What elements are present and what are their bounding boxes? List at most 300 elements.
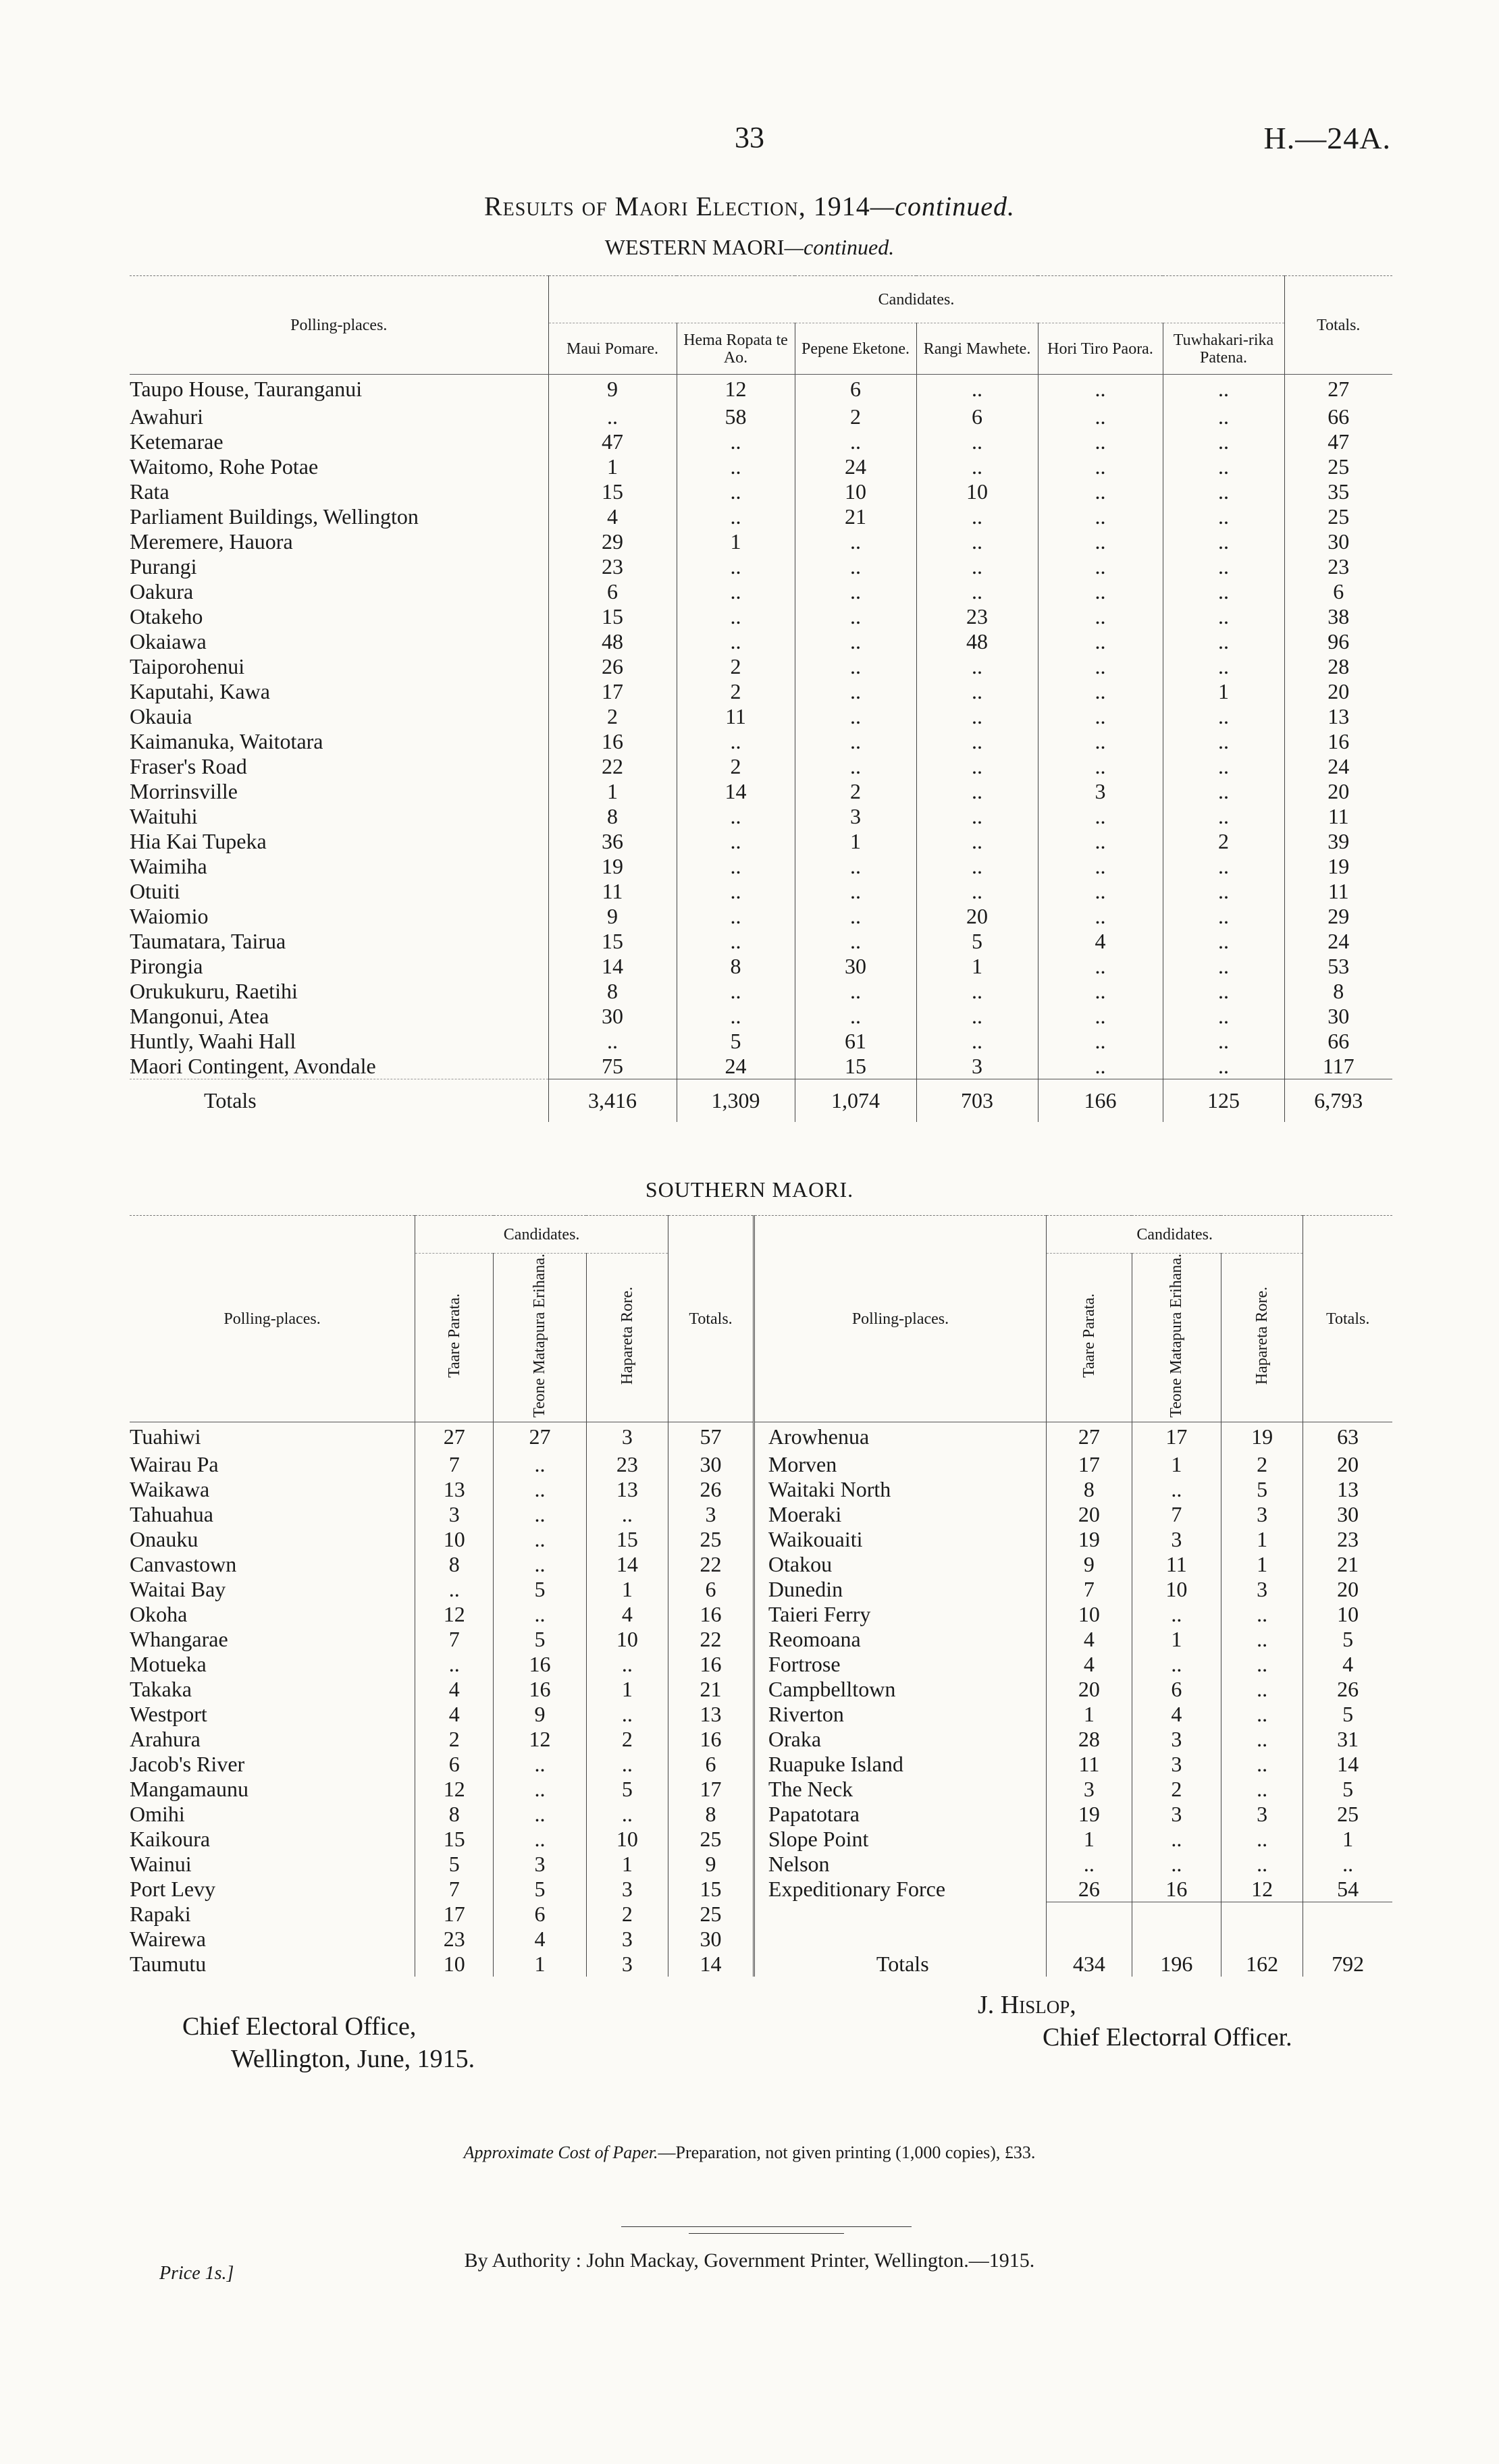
authority-line: By Authority : John Mackay, Government Printer, Wellington.—1915. — [464, 2249, 1035, 2272]
vote-cell: .. — [548, 1029, 677, 1054]
vote-cell: .. — [1163, 879, 1284, 904]
vote-cell: 15 — [548, 479, 677, 504]
row-total: 24 — [1284, 754, 1392, 779]
row-total: 38 — [1284, 604, 1392, 629]
vote-cell: 9 — [548, 904, 677, 929]
polling-place — [130, 1004, 548, 1029]
polling-place-name: Huntly, Waahi Hall — [130, 1028, 296, 1053]
polling-place-name: Otuiti — [130, 878, 180, 903]
polling-place — [130, 629, 548, 654]
vote-cell: 3 — [494, 1852, 586, 1877]
vote-cell: 4 — [586, 1602, 668, 1627]
vote-cell: .. — [1038, 754, 1163, 779]
vote-cell: 1 — [1221, 1552, 1303, 1577]
price-note: Price 1s.] — [159, 2263, 234, 2284]
table-row — [130, 1577, 1392, 1602]
vote-cell: 2 — [586, 1902, 668, 1927]
table-row — [130, 1752, 1392, 1777]
row-total: 16 — [668, 1727, 754, 1752]
vote-cell: .. — [677, 979, 795, 1004]
vote-cell: 8 — [548, 804, 677, 829]
vote-cell: 14 — [586, 1552, 668, 1577]
row-total: 6 — [668, 1752, 754, 1777]
vote-cell: 2 — [548, 704, 677, 729]
vote-cell: 6 — [1132, 1677, 1221, 1702]
polling-place — [130, 854, 548, 879]
row-total: 20 — [1303, 1452, 1392, 1477]
polling-place: Jacob's River — [130, 1751, 245, 1776]
table-row — [130, 1004, 1392, 1029]
vote-cell: 23 — [916, 604, 1038, 629]
vote-cell: .. — [1163, 375, 1284, 404]
vote-cell: .. — [677, 504, 795, 529]
vote-cell: .. — [1163, 654, 1284, 679]
table-row — [130, 929, 1392, 954]
polling-place: Mangamaunu — [130, 1776, 248, 1801]
vote-cell: 27 — [1047, 1422, 1132, 1452]
row-total: 25 — [668, 1527, 754, 1552]
vote-cell: 5 — [494, 1877, 586, 1902]
vote-cell: .. — [916, 554, 1038, 579]
polling-place: The Neck — [754, 1777, 1046, 1802]
polling-place — [130, 879, 548, 904]
southern-candidate-header — [494, 1254, 586, 1422]
vote-cell: 3 — [1221, 1802, 1303, 1827]
vote-cell: .. — [677, 854, 795, 879]
vote-cell: .. — [1163, 629, 1284, 654]
vote-cell: 2 — [1163, 829, 1284, 854]
southern-candidate-header — [1132, 1254, 1221, 1422]
vote-cell: .. — [1163, 504, 1284, 529]
vote-cell: .. — [1038, 829, 1163, 854]
western-header-candidates: Candidates. — [548, 276, 1284, 323]
vote-cell: 19 — [1047, 1802, 1132, 1827]
vote-cell: 2 — [1221, 1452, 1303, 1477]
vote-cell: .. — [1038, 579, 1163, 604]
vote-cell: 4 — [415, 1702, 494, 1727]
vote-cell: 12 — [494, 1727, 586, 1752]
polling-place: Taumutu — [130, 1952, 207, 1976]
vote-cell: .. — [677, 554, 795, 579]
vote-cell: .. — [1163, 954, 1284, 979]
table-row — [130, 829, 1392, 854]
vote-cell: 4 — [1047, 1627, 1132, 1652]
row-total: 5 — [1303, 1777, 1392, 1802]
polling-place-name: Oakura — [130, 579, 194, 604]
polling-place — [130, 904, 548, 929]
vote-cell: .. — [1221, 1727, 1303, 1752]
vote-cell: 8 — [1047, 1477, 1132, 1502]
vote-cell: .. — [1132, 1827, 1221, 1852]
vote-cell: .. — [916, 454, 1038, 479]
vote-cell: 4 — [415, 1677, 494, 1702]
southern-right-header-places: Polling-places. — [754, 1216, 1046, 1422]
southern-candidate-header — [415, 1254, 494, 1422]
vote-cell: .. — [916, 504, 1038, 529]
polling-place — [130, 704, 548, 729]
vote-cell: 24 — [677, 1054, 795, 1079]
vote-cell: 16 — [548, 729, 677, 754]
vote-cell: .. — [1038, 729, 1163, 754]
vote-cell: .. — [1038, 629, 1163, 654]
vote-cell: 6 — [494, 1902, 586, 1927]
polling-place: Waitaki North — [754, 1477, 1046, 1502]
vote-cell: 3 — [415, 1502, 494, 1527]
table-row — [130, 704, 1392, 729]
polling-place-name: Fraser's Road — [130, 753, 247, 778]
polling-place: Waitai Bay — [130, 1576, 226, 1601]
vote-cell: .. — [1038, 375, 1163, 404]
polling-place — [130, 729, 548, 754]
vote-cell: .. — [494, 1752, 586, 1777]
vote-cell: 29 — [548, 529, 677, 554]
divider-rule-short — [689, 2233, 844, 2234]
vote-cell: .. — [1163, 1004, 1284, 1029]
vote-cell: .. — [916, 804, 1038, 829]
table-row — [130, 1827, 1392, 1852]
southern-candidate-header — [1221, 1254, 1303, 1422]
vote-cell: .. — [494, 1602, 586, 1627]
table-row — [130, 1627, 1392, 1652]
vote-cell: 15 — [795, 1054, 916, 1079]
polling-place: Slope Point — [754, 1827, 1046, 1852]
table-row — [130, 779, 1392, 804]
southern-candidate-header — [1047, 1254, 1132, 1422]
polling-place-name: Maori Contingent, Avondale — [130, 1053, 376, 1078]
western-heading — [0, 235, 1499, 260]
vote-cell: 1 — [677, 529, 795, 554]
southern-left-header-places: Polling-places. — [130, 1216, 415, 1422]
polling-place — [130, 454, 548, 479]
vote-cell: 47 — [548, 429, 677, 454]
vote-cell: 1 — [586, 1852, 668, 1877]
row-total: 16 — [668, 1652, 754, 1677]
vote-cell: 30 — [795, 954, 916, 979]
polling-place — [130, 479, 548, 504]
polling-place — [130, 979, 548, 1004]
table-row — [130, 404, 1392, 429]
vote-cell: 8 — [548, 979, 677, 1004]
table-row — [130, 1727, 1392, 1752]
vote-cell: .. — [677, 604, 795, 629]
polling-place-name: Orukukuru, Raetihi — [130, 978, 298, 1003]
polling-place-name: Taumatara, Tairua — [130, 928, 286, 953]
vote-cell: 3 — [1132, 1802, 1221, 1827]
polling-place: Waikawa — [130, 1476, 210, 1501]
polling-place: Taieri Ferry — [754, 1602, 1046, 1627]
vote-cell: 11 — [1132, 1552, 1221, 1577]
vote-cell: .. — [1163, 929, 1284, 954]
polling-place — [130, 429, 548, 454]
vote-cell: 11 — [548, 879, 677, 904]
table-row — [130, 554, 1392, 579]
vote-cell: 3 — [1132, 1727, 1221, 1752]
vote-cell: 28 — [1047, 1727, 1132, 1752]
vote-cell: .. — [1221, 1827, 1303, 1852]
table-row — [130, 854, 1392, 879]
table-row — [130, 954, 1392, 979]
polling-place-name: Parliament Buildings, Wellington — [130, 504, 419, 529]
vote-cell: .. — [916, 879, 1038, 904]
vote-cell: .. — [1163, 1054, 1284, 1079]
vote-cell: 4 — [1038, 929, 1163, 954]
table-row — [130, 429, 1392, 454]
vote-cell: 15 — [548, 604, 677, 629]
table-row — [130, 1422, 1392, 1452]
western-candidate-header: Tuwhakari-rika Patena. — [1163, 323, 1284, 375]
vote-cell: .. — [1163, 979, 1284, 1004]
vote-cell: 16 — [494, 1652, 586, 1677]
vote-cell: .. — [1221, 1652, 1303, 1677]
vote-cell: .. — [677, 829, 795, 854]
western-header-totals: Totals. — [1284, 276, 1392, 375]
vote-cell: 2 — [677, 654, 795, 679]
vote-cell: .. — [795, 904, 916, 929]
page-reference: H.—24A. — [1263, 121, 1391, 155]
table-row — [130, 1602, 1392, 1627]
table-row — [130, 904, 1392, 929]
polling-place: Canvastown — [130, 1551, 237, 1576]
row-total: 35 — [1284, 479, 1392, 504]
vote-cell: 9 — [1047, 1552, 1132, 1577]
vote-cell: 1 — [1047, 1827, 1132, 1852]
vote-cell: 3 — [1047, 1777, 1132, 1802]
polling-place-name: Taupo House, Tauranganui — [130, 377, 363, 402]
vote-cell: 27 — [494, 1422, 586, 1452]
row-total: 9 — [668, 1852, 754, 1877]
vote-cell: .. — [795, 654, 916, 679]
vote-cell: .. — [415, 1577, 494, 1602]
polling-place: Reomoana — [754, 1627, 1046, 1652]
row-total: 8 — [668, 1802, 754, 1827]
row-total: 57 — [668, 1422, 754, 1452]
row-total: 25 — [668, 1902, 754, 1927]
row-total: 39 — [1284, 829, 1392, 854]
vote-cell: .. — [1163, 754, 1284, 779]
southern-candidate-name: Taare Parata. — [445, 1293, 463, 1378]
vote-cell: .. — [916, 375, 1038, 404]
vote-cell: 5 — [1221, 1477, 1303, 1502]
vote-cell: 3 — [1132, 1752, 1221, 1777]
vote-cell: .. — [1163, 454, 1284, 479]
vote-cell: .. — [1132, 1477, 1221, 1502]
polling-place — [130, 529, 548, 554]
table-row — [130, 454, 1392, 479]
polling-place — [130, 554, 548, 579]
row-total: 20 — [1284, 679, 1392, 704]
vote-cell: 14 — [677, 779, 795, 804]
vote-cell: 13 — [586, 1477, 668, 1502]
row-total: 25 — [668, 1827, 754, 1852]
vote-cell: 10 — [916, 479, 1038, 504]
row-total: 63 — [1303, 1422, 1392, 1452]
row-total: 1 — [1303, 1827, 1392, 1852]
vote-cell: 10 — [415, 1952, 494, 1977]
vote-cell: 3 — [1221, 1502, 1303, 1527]
vote-cell: 1 — [548, 779, 677, 804]
southern-right-header-candidates: Candidates. — [1047, 1216, 1303, 1254]
vote-cell: 9 — [548, 375, 677, 404]
vote-cell: .. — [1163, 404, 1284, 429]
polling-place: Dunedin — [754, 1577, 1046, 1602]
row-total: 13 — [668, 1702, 754, 1727]
table-row — [130, 1777, 1392, 1802]
table-row — [130, 654, 1392, 679]
vote-cell: .. — [677, 429, 795, 454]
vote-cell: 12 — [415, 1602, 494, 1627]
vote-cell: 58 — [677, 404, 795, 429]
row-total: 5 — [1303, 1702, 1392, 1727]
polling-place: Expeditionary Force — [754, 1877, 1046, 1902]
vote-cell: 11 — [1047, 1752, 1132, 1777]
row-total: 96 — [1284, 629, 1392, 654]
totals-row — [130, 1079, 1392, 1122]
row-total: 30 — [668, 1927, 754, 1952]
polling-place — [130, 929, 548, 954]
table-row — [130, 1502, 1392, 1527]
vote-cell: 2 — [795, 404, 916, 429]
vote-cell: 12 — [1221, 1877, 1303, 1902]
vote-cell: 3 — [586, 1422, 668, 1452]
row-total: 15 — [668, 1877, 754, 1902]
polling-place — [130, 954, 548, 979]
vote-cell: .. — [1163, 854, 1284, 879]
vote-cell: .. — [677, 879, 795, 904]
candidate-total: 166 — [1038, 1079, 1163, 1122]
vote-cell: .. — [795, 854, 916, 879]
southern-candidate-name: Hapareta Rore. — [1253, 1286, 1271, 1385]
table-row — [130, 1677, 1392, 1702]
vote-cell: .. — [494, 1777, 586, 1802]
vote-cell: .. — [1038, 429, 1163, 454]
vote-cell: 2 — [415, 1727, 494, 1752]
vote-cell: .. — [795, 529, 916, 554]
office-block — [182, 2010, 475, 2075]
vote-cell: .. — [1163, 1029, 1284, 1054]
table-row — [130, 529, 1392, 554]
row-total: 6 — [668, 1577, 754, 1602]
vote-cell: 8 — [415, 1552, 494, 1577]
row-total: 19 — [1284, 854, 1392, 879]
candidate-total: 162 — [1221, 1902, 1303, 1977]
southern-maori-table — [130, 1215, 1392, 1977]
vote-cell: 1 — [1047, 1702, 1132, 1727]
western-candidate-header: Pepene Eketone. — [795, 323, 916, 375]
vote-cell: .. — [795, 879, 916, 904]
polling-place: Okoha — [130, 1601, 188, 1626]
vote-cell: .. — [916, 854, 1038, 879]
vote-cell: 4 — [1132, 1702, 1221, 1727]
vote-cell: .. — [916, 654, 1038, 679]
table-row — [130, 1702, 1392, 1727]
vote-cell: .. — [916, 704, 1038, 729]
vote-cell: .. — [1163, 554, 1284, 579]
polling-place: Rapaki — [130, 1902, 191, 1926]
table-row — [130, 629, 1392, 654]
vote-cell: 1 — [916, 954, 1038, 979]
polling-place-name: Waitomo, Rohe Potae — [130, 454, 319, 479]
vote-cell: .. — [1038, 904, 1163, 929]
row-total: 6 — [1284, 579, 1392, 604]
polling-place: Wainui — [130, 1851, 192, 1876]
polling-place: Takaka — [130, 1676, 192, 1701]
vote-cell: .. — [1221, 1627, 1303, 1652]
vote-cell: 3 — [586, 1952, 668, 1977]
row-total: 22 — [668, 1552, 754, 1577]
vote-cell: 17 — [1132, 1422, 1221, 1452]
polling-place: Papatotara — [754, 1802, 1046, 1827]
vote-cell: 16 — [1132, 1877, 1221, 1902]
vote-cell: .. — [1163, 479, 1284, 504]
vote-cell: 17 — [548, 679, 677, 704]
row-total: 14 — [668, 1952, 754, 1977]
vote-cell: .. — [677, 804, 795, 829]
row-total: 13 — [1284, 704, 1392, 729]
western-heading-text: WESTERN MAORI — [604, 235, 785, 259]
vote-cell: 3 — [1221, 1577, 1303, 1602]
vote-cell: .. — [677, 1004, 795, 1029]
vote-cell: 20 — [916, 904, 1038, 929]
table-row — [130, 375, 1392, 404]
polling-place-name: Mangonui, Atea — [130, 1003, 269, 1028]
polling-place: Tahuahua — [130, 1501, 213, 1526]
totals-label-text: Totals — [876, 1952, 929, 1976]
vote-cell: .. — [795, 429, 916, 454]
vote-cell: 23 — [415, 1927, 494, 1952]
vote-cell: .. — [586, 1802, 668, 1827]
polling-place: Wairewa — [130, 1927, 206, 1951]
polling-place: Whangarae — [130, 1626, 228, 1651]
vote-cell: 13 — [415, 1477, 494, 1502]
row-total: 29 — [1284, 904, 1392, 929]
vote-cell: 8 — [415, 1802, 494, 1827]
vote-cell: .. — [1038, 529, 1163, 554]
vote-cell: 7 — [415, 1452, 494, 1477]
vote-cell: .. — [916, 679, 1038, 704]
vote-cell: .. — [415, 1652, 494, 1677]
western-header-places: Polling-places. — [130, 276, 548, 375]
vote-cell: 16 — [494, 1677, 586, 1702]
vote-cell: .. — [795, 929, 916, 954]
table-row — [130, 729, 1392, 754]
vote-cell: .. — [494, 1827, 586, 1852]
polling-place-name: Taiporohenui — [130, 653, 245, 678]
vote-cell: 19 — [1047, 1527, 1132, 1552]
vote-cell: 48 — [548, 629, 677, 654]
vote-cell: .. — [916, 829, 1038, 854]
vote-cell: 1 — [795, 829, 916, 854]
vote-cell: .. — [916, 729, 1038, 754]
candidate-total: 196 — [1132, 1902, 1221, 1977]
row-total: 27 — [1284, 375, 1392, 404]
vote-cell: .. — [494, 1477, 586, 1502]
page-number: 33 — [735, 121, 764, 154]
vote-cell: .. — [795, 754, 916, 779]
polling-place-name: Rata — [130, 479, 169, 504]
vote-cell: .. — [1163, 579, 1284, 604]
polling-place — [130, 579, 548, 604]
southern-candidate-name: Hapareta Rore. — [618, 1286, 636, 1385]
vote-cell: .. — [916, 754, 1038, 779]
vote-cell: .. — [1038, 804, 1163, 829]
vote-cell: 7 — [415, 1877, 494, 1902]
vote-cell: .. — [1221, 1702, 1303, 1727]
candidate-total: 1,309 — [677, 1079, 795, 1122]
vote-cell: .. — [677, 479, 795, 504]
table-row — [130, 1877, 1392, 1902]
southern-candidate-header — [586, 1254, 668, 1422]
vote-cell: 14 — [548, 954, 677, 979]
